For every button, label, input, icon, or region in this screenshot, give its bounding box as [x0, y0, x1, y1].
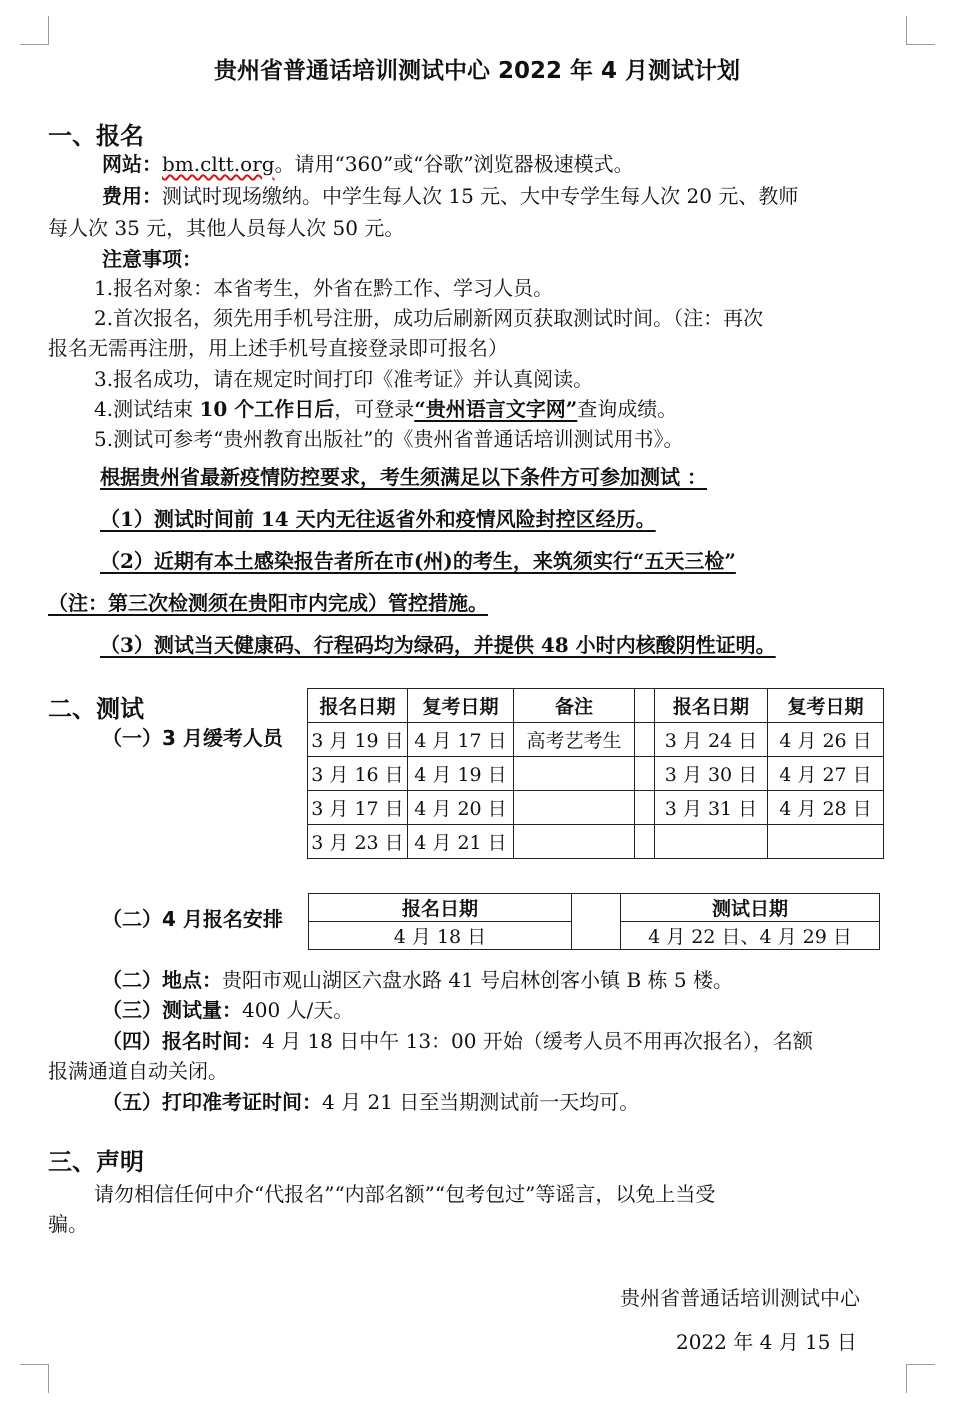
- march-deferred-table: [307, 688, 884, 859]
- print-admission-label: （五）打印准考证时间：: [102, 1090, 322, 1114]
- table-cell: [514, 791, 635, 825]
- location-line: [102, 964, 733, 993]
- location-label: （二）地点：: [102, 968, 222, 992]
- table-spacer: [635, 757, 655, 791]
- capacity-text: 400 人/天。: [242, 998, 354, 1022]
- table-cell: 4 月 18 日: [309, 922, 572, 950]
- note-item-2-continued: 报名无需再注册，用上述手机号直接登录即可报名）: [48, 336, 508, 360]
- covid-requirement-2: （2）近期有本土感染报告者所在市(州)的考生，来筑须实行“五天三检”: [100, 549, 736, 573]
- note-item-1: 1.报名对象：本省考生，外省在黔工作、学习人员。: [94, 276, 554, 300]
- table-cell: 4 月 19 日: [408, 757, 514, 791]
- table-cell: 3 月 19 日: [308, 723, 408, 757]
- table-cell: 3 月 23 日: [308, 825, 408, 859]
- note-item-5: 5.测试可参考“贵州教育出版社”的《贵州省普通话培训测试用书》。: [94, 427, 684, 451]
- table-cell: 4 月 21 日: [408, 825, 514, 859]
- table-spacer: [635, 689, 655, 723]
- covid-requirement-2-continued: （注：第三次检测须在贵阳市内完成）管控措施。: [48, 591, 488, 615]
- statement-text-continued: 骗。: [48, 1212, 88, 1236]
- note-item-4: [94, 393, 677, 422]
- section-heading-statement: 三、声明: [48, 1148, 144, 1176]
- section-heading-registration: 一、报名: [48, 122, 144, 150]
- table-cell: 4 月 26 日: [768, 723, 884, 757]
- table-cell: 3 月 31 日: [655, 791, 768, 825]
- table-row: [308, 825, 884, 859]
- covid-requirement-intro: 根据贵州省最新疫情防控要求，考生须满足以下条件方可参加测试 ：: [100, 465, 707, 489]
- note4-prefix: 4.测试结束: [94, 397, 200, 421]
- table-cell: [514, 757, 635, 791]
- capacity-label: （三）测试量：: [102, 998, 242, 1022]
- table-header: 报名日期: [308, 689, 408, 723]
- table-cell: [514, 825, 635, 859]
- covid-requirement-3: （3）测试当天健康码、行程码均为绿码，并提供 48 小时内核酸阴性证明。: [100, 633, 776, 657]
- table-spacer: [635, 723, 655, 757]
- note-item-3: 3.报名成功，请在规定时间打印《准考证》并认真阅读。: [94, 367, 594, 391]
- table-row: [308, 791, 884, 825]
- signature-organization: 贵州省普通话培训测试中心: [620, 1286, 860, 1310]
- table-cell: 4 月 17 日: [408, 723, 514, 757]
- statement-text: 请勿相信任何中介“代报名”“内部名额”“包考包过”等谣言，以免上当受: [94, 1182, 716, 1206]
- table-cell: [768, 825, 884, 859]
- table-header: 复考日期: [408, 689, 514, 723]
- guizhou-language-website-link[interactable]: “贵州语言文字网”: [414, 397, 578, 421]
- note4-bold: 10 个工作日后: [199, 397, 335, 421]
- table-header: 测试日期: [621, 894, 880, 922]
- table-row: [308, 723, 884, 757]
- table-header: 复考日期: [768, 689, 884, 723]
- march-deferred-label: （一）3 月缓考人员: [102, 726, 283, 750]
- note4-suffix: 查询成绩。: [577, 397, 678, 421]
- table-header: 报名日期: [309, 894, 572, 922]
- april-registration-table: [308, 893, 880, 950]
- table-header: 报名日期: [655, 689, 768, 723]
- covid-requirement-1: （1）测试时间前 14 天内无往返省外和疫情风险封控区经历。: [100, 507, 656, 531]
- notice-label: 注意事项：: [102, 247, 202, 271]
- page-corner-mark: [20, 1364, 49, 1393]
- table-cell: 4 月 22 日、4 月 29 日: [621, 922, 880, 950]
- table-cell: 3 月 24 日: [655, 723, 768, 757]
- page-corner-mark: [906, 16, 935, 45]
- fee-text-continued: 每人次 35 元，其他人员每人次 50 元。: [48, 216, 405, 240]
- table-cell: 3 月 30 日: [655, 757, 768, 791]
- table-row: [308, 757, 884, 791]
- table-spacer: [572, 894, 621, 950]
- table-cell: 4 月 20 日: [408, 791, 514, 825]
- fee-label: 费用：: [102, 184, 162, 208]
- website-label: 网站：: [102, 152, 162, 176]
- document-title: 贵州省普通话培训测试中心 2022 年 4 月测试计划: [213, 58, 741, 84]
- table-cell: 4 月 27 日: [768, 757, 884, 791]
- fee-line: [102, 180, 798, 209]
- location-text: 贵阳市观山湖区六盘水路 41 号启林创客小镇 B 栋 5 楼。: [222, 968, 734, 992]
- table-spacer: [635, 825, 655, 859]
- page-corner-mark: [20, 16, 49, 45]
- table-header: 备注: [514, 689, 635, 723]
- table-cell: 3 月 17 日: [308, 791, 408, 825]
- registration-time-text: 4 月 18 日中午 13：00 开始（缓考人员不用再次报名），名额: [262, 1029, 813, 1053]
- table-cell: [655, 825, 768, 859]
- table-spacer: [635, 791, 655, 825]
- page-corner-mark: [906, 1364, 935, 1393]
- table-cell: 3 月 16 日: [308, 757, 408, 791]
- website-line: [102, 148, 634, 177]
- note4-middle: ，可登录: [334, 397, 415, 421]
- website-url[interactable]: bm.cltt.org: [162, 152, 275, 176]
- section-heading-testing: 二、测试: [48, 695, 144, 723]
- table-cell: 高考艺考生: [514, 723, 635, 757]
- registration-time-continued: 报满通道自动关闭。: [48, 1059, 228, 1083]
- capacity-line: [102, 994, 353, 1023]
- print-admission-text: 4 月 21 日至当期测试前一天均可。: [322, 1090, 640, 1114]
- signature-date: 2022 年 4 月 15 日: [676, 1330, 857, 1354]
- april-registration-label: （二）4 月报名安排: [102, 907, 283, 931]
- fee-text: 测试时现场缴纳。中学生每人次 15 元、大中专学生每人次 20 元、教师: [162, 184, 799, 208]
- registration-time-line: [102, 1025, 813, 1054]
- website-text: 。请用“360”或“谷歌”浏览器极速模式。: [274, 152, 634, 176]
- print-admission-line: [102, 1086, 639, 1115]
- registration-time-label: （四）报名时间：: [102, 1029, 262, 1053]
- note-item-2: 2.首次报名，须先用手机号注册，成功后刷新网页获取测试时间。（注：再次: [94, 306, 764, 330]
- table-cell: 4 月 28 日: [768, 791, 884, 825]
